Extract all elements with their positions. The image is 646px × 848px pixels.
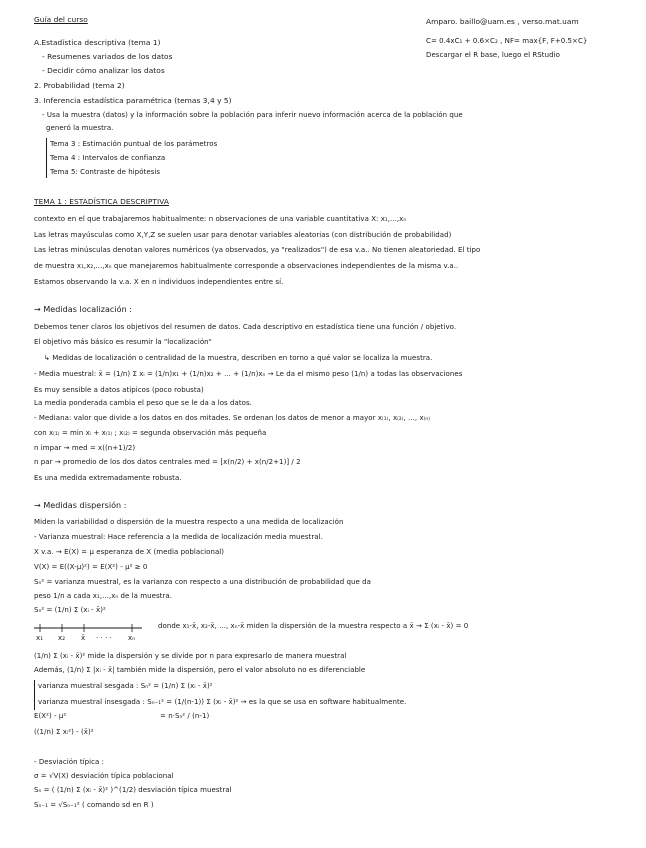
axis-tick-label: x̄ <box>81 634 86 642</box>
outline-item: Tema 3 : Estimación puntual de los parámetros <box>50 140 218 148</box>
outline-item: A.Estadística descriptiva (tema 1) <box>34 38 161 47</box>
text-line: Estamos observando la v.a. X en n individuos independientes entre sí. <box>34 278 284 286</box>
text-line: = n·Sₙ² / (n-1) <box>160 712 210 720</box>
text-line: Además, (1/n) Σ |xᵢ - x̄| también mide la dispersión, pero el valor absoluto no es diferenciable <box>34 666 366 674</box>
text-line: con x₍₁₎ = min xᵢ + x₍₁₎ ; x₍₂₎ = segunda observación más pequeña <box>34 429 267 437</box>
section-title-localizacion: → Medidas localización : <box>34 305 133 314</box>
axis-tick-label: x₂ <box>58 634 66 642</box>
outline-item: - Decidir cómo analizar los datos <box>42 66 165 75</box>
text-line: - Mediana: valor que divide a los datos en dos mitades. Se ordenan los datos de menor a mayor x₍₁₎, x₍₂₎, ..., x₍ₙ₎ <box>34 414 431 422</box>
outline-item: - Usa la muestra (datos) y la información sobre la población para inferir nuevo información acerca de la población que <box>42 111 463 119</box>
software-note: Descargar el R base, luego el RStudio <box>426 51 560 59</box>
text-line: peso 1/n a cada x₁,...,xₙ de la muestra. <box>34 592 173 600</box>
outline-item: Tema 4 : Intervalos de confianza <box>50 154 166 162</box>
text-line: varianza muestral sesgada : Sₙ² = (1/n) Σ (xᵢ - x̄)² <box>38 682 213 690</box>
text-line: contexto en el que trabajaremos habitualmente: n observaciones de una variable cuantitativa X: x₁,...,xₙ <box>34 215 407 223</box>
text-line: n par → promedio de los dos datos centrales med = [x(n/2) + x(n/2+1)] / 2 <box>34 458 301 466</box>
text-line: El objetivo más básico es resumir la "localización" <box>34 338 212 346</box>
section-title-dispersion: → Medidas dispersión : <box>34 501 127 510</box>
grading-formula: C= 0.4xC₁ + 0.6×C₂ , NF= max{F, F+0.5×C} <box>426 37 588 45</box>
contact-email: Amparo. baillo@uam.es , verso.mat.uam <box>426 17 579 26</box>
text-line: varianza muestral insesgada : Sₙ₋₁² = (1/(n-1)) Σ (xᵢ - x̄)² → es la que se usa en software habitualmente. <box>38 698 407 706</box>
formula-line: Sₙ² = (1/n) Σ (xᵢ - x̄)² <box>34 606 106 614</box>
text-line: donde x₁-x̄, x₂-x̄, ..., xₙ-x̄ miden la dispersión de la muestra respecto a x̄ → Σ (xᵢ - x̄) = 0 <box>158 622 469 630</box>
text-line: Es muy sensible a datos atípicos (poco robusta) <box>34 386 204 394</box>
text-line: X v.a. → E(X) = μ esperanza de X (media poblacional) <box>34 548 225 556</box>
text-line: Las letras minúsculas denotan valores numéricos (ya observados, ya "realizados") de esa v.a.. No tienen aleatoriedad. El tipo <box>34 246 481 254</box>
outline-item: 3. Inferencia estadística paramétrica (temas 3,4 y 5) <box>34 96 232 105</box>
text-line: σ = √V(X) desviación típica poblacional <box>34 772 174 780</box>
text-line: Es una medida extremadamente robusta. <box>34 474 182 482</box>
text-line: Miden la variabilidad o dispersión de la muestra respecto a una medida de localización <box>34 518 344 526</box>
section-title-tema1: TEMA 1 : ESTADÍSTICA DESCRIPTIVA <box>34 197 169 206</box>
text-line: E(X²) - μ² <box>34 712 67 720</box>
axis-tick-label: · · · · <box>96 634 112 642</box>
text-line: - Varianza muestral: Hace referencia a la medida de localización media muestral. <box>34 533 323 541</box>
text-line: ↳ Medidas de localización o centralidad de la muestra, describen en torno a qué valor se localiza la muestra. <box>44 354 433 362</box>
text-line: ((1/n) Σ xᵢ²) - (x̄)² <box>34 728 94 736</box>
text-line: Las letras mayúsculas como X,Y,Z se suelen usar para denotar variables aleatorias (con distribución de probabilidad) <box>34 231 452 239</box>
axis-tick-label: xₙ <box>128 634 136 642</box>
guide-title: Guía del curso <box>34 15 88 24</box>
text-line: Sₙ = ( (1/n) Σ (xᵢ - x̄)² )^(1/2) desviación típica muestral <box>34 786 232 794</box>
text-line: (1/n) Σ (xᵢ - x̄)² mide la dispersión y se divide por n para expresarlo de manera muestral <box>34 652 347 660</box>
axis-tick-label: x₁ <box>36 634 44 642</box>
outline-item: 2. Probabilidad (tema 2) <box>34 81 125 90</box>
outline-item: Tema 5: Contraste de hipótesis <box>50 168 161 176</box>
text-line: - Media muestral: x̄ = (1/n) Σ xᵢ = (1/n)x₁ + (1/n)x₂ + ... + (1/n)xₙ → Le da el mismo peso (1/n) a todas las observaciones <box>34 370 463 378</box>
text-line: Debemos tener claros los objetivos del resumen de datos. Cada descriptivo en estadística tiene una función / objetivo. <box>34 323 457 331</box>
text-line: n impar → med = x((n+1)/2) <box>34 444 136 452</box>
text-line: de muestra x₁,x₂,...,xₙ que manejaremos habitualmente corresponde a observaciones independientes de la misma v.a.. <box>34 262 459 270</box>
text-line: Sₙ₋₁ = √Sₙ₋₁² ( comando sd en R ) <box>34 801 154 809</box>
text-line: Sₙ² = varianza muestral, es la varianza con respecto a una distribución de probabilidad que da <box>34 578 371 586</box>
section-title-desviacion: - Desviación típica : <box>34 758 105 766</box>
text-line: La media ponderada cambia el peso que se le da a los datos. <box>34 399 252 407</box>
outline-item: - Resumenes variados de los datos <box>42 52 173 61</box>
text-line: V(X) = E((X-μ)²) = E(X²) - μ² ≥ 0 <box>34 563 148 571</box>
outline-item: generó la muestra. <box>46 124 114 132</box>
bracket-line <box>34 680 35 710</box>
